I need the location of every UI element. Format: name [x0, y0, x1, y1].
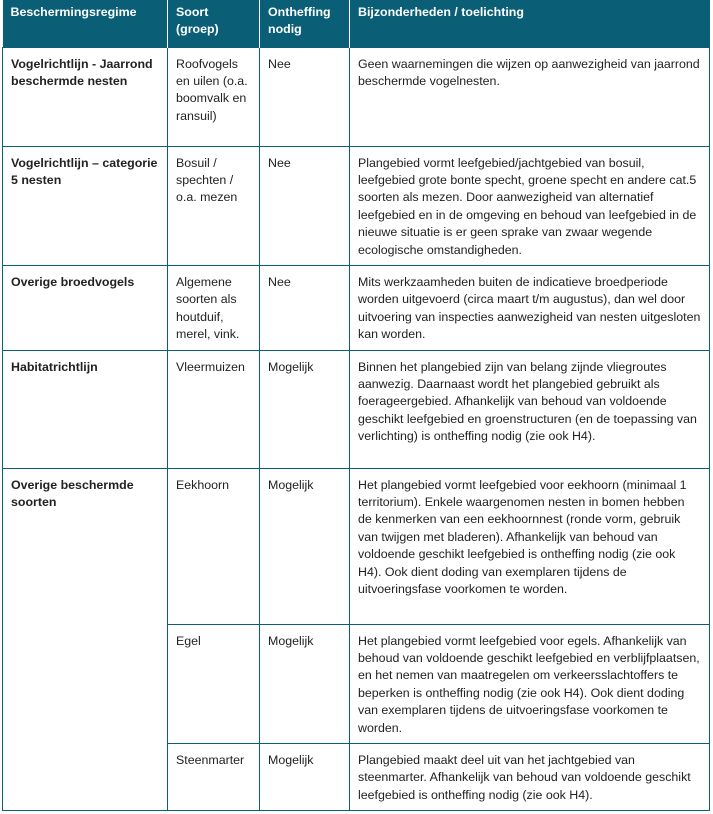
toelichting-cell: Mits werkzaamheden buiten de indicatieve broedperiode worden uitgevoerd (circa maart t/m augustus), dan wel door uitvoering van inspecties aanwezigheid van nesten uitgesloten kan worden.	[350, 265, 710, 350]
ontheffing-cell: Nee	[260, 47, 350, 146]
header-soort: Soort (groep)	[168, 0, 260, 47]
soort-cell: Vleermuizen	[168, 350, 260, 468]
toelichting-cell: Plangebied vormt leefgebied/jachtgebied van bosuil, leefgebied grote bonte specht, groene specht en andere cat.5 soorten als mezen. Door aanwezigheid van alternatief leefgebied en in de omgeving en behoud van leefgebied in de nieuwe situatie is er geen sprake van zwaar wegende ecologische omstandigheden.	[350, 146, 710, 265]
toelichting-cell: Plangebied maakt deel uit van het jachtgebied van steenmarter. Afhankelijk van behoud van voldoende geschikt leefgebied is ontheffing nodig (zie ook H4).	[350, 744, 710, 811]
ontheffing-cell: Mogelijk	[260, 350, 350, 468]
table-row	[3, 47, 710, 146]
toelichting-cell: Geen waarnemingen die wijzen op aanwezigheid van jaarrond beschermde vogelnesten.	[350, 47, 710, 146]
regime-cell: Overige beschermde soorten	[3, 468, 168, 811]
header-ontheffing: Ontheffing nodig	[260, 0, 350, 47]
ontheffing-cell: Mogelijk	[260, 624, 350, 743]
header-beschermingsregime: Beschermingsregime	[3, 0, 168, 47]
regime-cell: Overige broedvogels	[3, 265, 168, 350]
table-row	[3, 265, 710, 350]
soort-cell: Eekhoorn	[168, 468, 260, 624]
regime-cell: Habitatrichtlijn	[3, 350, 168, 468]
soort-cell: Bosuil / spechten / o.a. mezen	[168, 146, 260, 265]
ontheffing-cell: Mogelijk	[260, 744, 350, 811]
soort-cell: Roofvogels en uilen (o.a. boomvalk en ransuil)	[168, 47, 260, 146]
table-row	[3, 146, 710, 265]
soort-cell: Steenmarter	[168, 744, 260, 811]
soort-cell: Egel	[168, 624, 260, 743]
ontheffing-cell: Mogelijk	[260, 468, 350, 624]
toelichting-cell: Het plangebied vormt leefgebied voor eekhoorn (minimaal 1 territorium). Enkele waargenomen nesten in bomen hebben de kenmerken van een eekhoornnest (ronde vorm, gebruik van twijgen met bladeren). Afhankelijk van behoud van voldoende geschikt leefgebied is ontheffing nodig (zie ook H4). Ook dient doding van exemplaren tijdens de uitvoeringsfase voorkomen te worden.	[350, 468, 710, 624]
table-header-row	[3, 0, 710, 47]
header-toelichting: Bijzonderheden / toelichting	[350, 0, 710, 47]
ontheffing-cell: Nee	[260, 265, 350, 350]
ontheffing-cell: Nee	[260, 146, 350, 265]
table-row	[3, 350, 710, 468]
regime-cell: Vogelrichtlijn - Jaarrond beschermde nesten	[3, 47, 168, 146]
regime-cell: Vogelrichtlijn – categorie 5 nesten	[3, 146, 168, 265]
toelichting-cell: Binnen het plangebied zijn van belang zijnde vliegroutes aanwezig. Daarnaast wordt het plangebied gebruikt als foerageergebied. Afhankelijk van behoud van voldoende geschikt leefgebied en groenstructuren (en de toepassing van verlichting) is ontheffing nodig (zie ook H4).	[350, 350, 710, 468]
soort-cell: Algemene soorten als houtduif, merel, vink.	[168, 265, 260, 350]
protection-regime-table	[2, 0, 710, 811]
table-row	[3, 468, 710, 624]
toelichting-cell: Het plangebied vormt leefgebied voor egels. Afhankelijk van behoud van voldoende geschikt leefgebied en verblijfplaatsen, en het nemen van maatregelen om verkeersslachtoffers te beperken is ontheffing nodig (zie ook H4). Ook dient doding van exemplaren tijdens de uitvoeringsfase voorkomen te worden.	[350, 624, 710, 743]
